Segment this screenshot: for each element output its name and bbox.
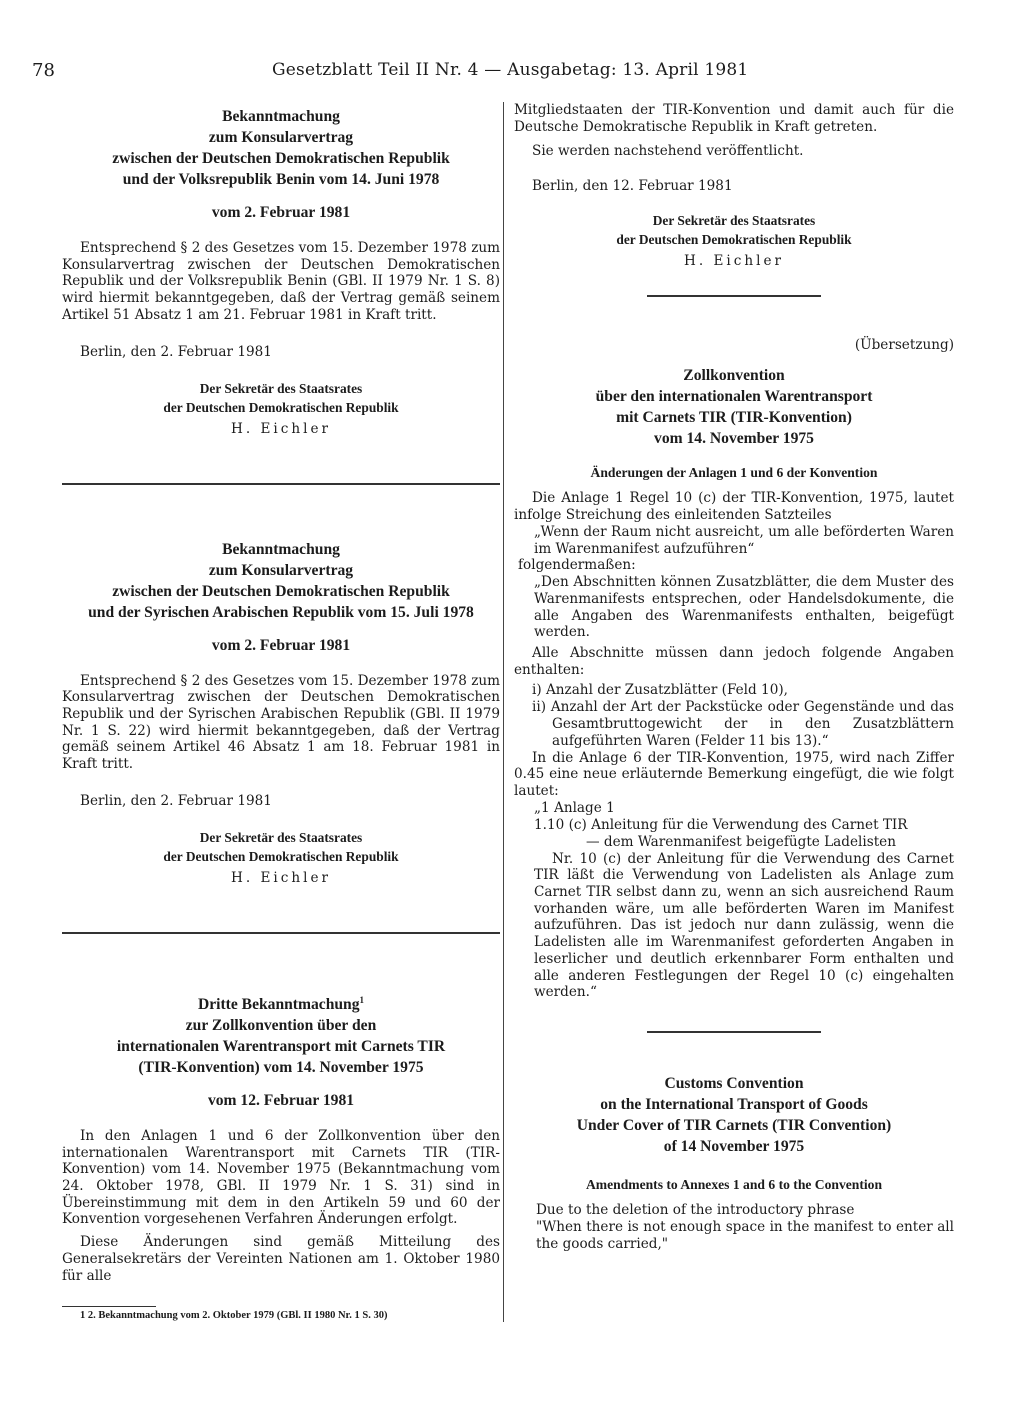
announcement-date: vom 12. Februar 1981 [207, 1091, 355, 1109]
heading-line: Bekanntmachung [222, 540, 340, 558]
heading-line: mit Carnets TIR (TIR-Konvention) [616, 409, 852, 427]
body-text: In die Anlage 6 der TIR-Konvention, 1975, wird nach Ziffer 0.45 eine neue erläuternde Bemerkung eingefügt, die wie folgt lautet: [514, 749, 954, 799]
heading-line: zur Zollkonvention über den [185, 1016, 377, 1034]
page-header [0, 60, 1024, 84]
announcement-body: In den Anlagen 1 und 6 der Zollkonvention über den internationalen Warentransport mit Carnets TIR (TIR-Konvention) vom 14. November 1975 (Bekanntmachung vom 24. Oktober 1978, GBl. II 1979 Nr. 1 S. 31) sind in Übereinstimmung mit dem in den Artikeln 59 und 60 der Konvention vorgesehenen Verfahren Änderungen erfolgt. [62, 1127, 500, 1228]
footnote-rule [62, 1306, 156, 1307]
signer-name: H. Eichler [683, 253, 785, 270]
page-number: 78 [32, 60, 55, 81]
heading-line: on the International Transport of Goods [600, 1095, 868, 1113]
announcement-body: Diese Änderungen sind gemäß Mitteilung des Generalsekretärs der Vereinten Nationen am 1. Oktober 1980 für alle [62, 1234, 500, 1284]
signature-title: der Deutschen Demokratischen Republik [163, 848, 399, 864]
heading-line: über den internationalen Warentransport [595, 388, 873, 406]
quote: Nr. 10 (c) der Anleitung für die Verwendung des Carnet TIR läßt die Verwendung von Ladelisten als Anlage zum Carnet TIR selbst dann zu, wenn an sich ausreichend Raum vorhanden wäre, um alle beförderten Waren im Manifest aufzuführen. Das ist jedoch nur dann zulässig, wenn die Ladelisten alle im Warenmanifest geforderten Angaben in leserlicher und deutlich erkennbarer Form enthalten und alle anderen Festlegungen der Regel 10 (c) eingehalten werden.“ [534, 850, 954, 1001]
announcement-body: Entsprechend § 2 des Gesetzes vom 15. Dezember 1978 zum Konsularvertrag zwischen der Deutschen Demokratischen Republik und der Syrischen Arabischen Republik (GBl. II 1979 Nr. 1 S. 22) wird hiermit bekanntgegeben, daß der Vertrag gemäß seinem Artikel 46 Absatz 1 am 18. Februar 1981 in Kraft tritt. [62, 672, 500, 773]
heading-line: zum Konsularvertrag [208, 129, 354, 146]
body-text: Alle Abschnitte müssen dann jedoch folgende Angaben enthalten: [514, 645, 954, 678]
announcement-benin [62, 102, 500, 437]
quote: — dem Warenmanifest beigefügte Ladelisten [586, 833, 896, 850]
heading-line: of 14 November 1975 [663, 1137, 805, 1155]
announcement-body: Entsprechend § 2 des Gesetzes vom 15. Dezember 1978 zum Konsularvertrag zwischen der Deutschen Demokratischen Republik und der Volksrepublik Benin (GBl. II 1979 Nr. 1 S. 8) wird hiermit bekanntgegeben, daß der Vertrag gemäß seinem Artikel 51 Absatz 1 am 21. Februar 1981 in Kraft tritt. [62, 240, 500, 323]
announcement-syria [62, 539, 500, 886]
body-text: folgendermaßen: [518, 557, 636, 574]
place-date: Berlin, den 2. Februar 1981 [80, 792, 272, 809]
heading-line: zum Konsularvertrag [208, 561, 354, 579]
heading-line: Customs Convention [664, 1074, 804, 1092]
right-column [514, 102, 954, 1252]
heading-line: zwischen der Deutschen Demokratischen Republik [112, 150, 450, 167]
heading-line: und der Volksrepublik Benin vom 14. Juni 1978 [122, 171, 440, 188]
translation-note: (Übersetzung) [854, 337, 954, 354]
quote: „1 Anlage 1 [534, 799, 615, 816]
heading-line: (TIR-Konvention) vom 14. November 1975 [138, 1058, 424, 1076]
quote: 1.10 (c) Anleitung für die Verwendung des Carnet TIR [534, 816, 908, 833]
signer-name: H. Eichler [230, 869, 332, 886]
list-item: ii) Anzahl der Art der Packstücke oder Gegenstände und das Gesamtbruttogewicht der in den Zusatzblättern aufgeführten Waren (Felder 11 bis 13).“ [532, 699, 954, 749]
footnote: 1 2. Bekanntmachung vom 2. Oktober 1979 (GBl. II 1980 Nr. 1 S. 30) [80, 1310, 388, 1321]
heading-line: Bekanntmachung [222, 108, 340, 125]
signature-title: der Deutschen Demokratischen Republik [616, 232, 852, 248]
quote: "When there is not enough space in the manifest to enter all the goods carried," [536, 1218, 954, 1252]
quote: „Den Abschnitten können Zusatzblätter, die dem Muster des Warenmanifests entsprechen, oder Handelsdokumente, die alle Angaben des Warenmanifests enthalten, beigefügt werden. [534, 574, 954, 641]
heading-line: Under Cover of TIR Carnets (TIR Convention) [576, 1116, 892, 1134]
body-text: Die Anlage 1 Regel 10 (c) der TIR-Konvention, 1975, lautet infolge Streichung des einleitenden Satzteiles [514, 490, 954, 524]
heading-line: vom 14. November 1975 [654, 430, 814, 448]
heading-line: zwischen der Deutschen Demokratischen Republik [112, 582, 450, 600]
signature-title: der Deutschen Demokratischen Republik [163, 399, 399, 415]
place-date: Berlin, den 12. Februar 1981 [532, 178, 733, 195]
announcement-tir [62, 990, 500, 1285]
subheading: Änderungen der Anlagen 1 und 6 der Konvention [590, 465, 878, 481]
signature-title: Der Sekretär des Staatsrates [652, 213, 816, 229]
announcement-date: vom 2. Februar 1981 [211, 204, 351, 221]
column-divider [503, 102, 504, 1322]
footnote-mark: 1 [359, 994, 365, 1005]
list-item: i) Anzahl der Zusatzblätter (Feld 10), [532, 682, 788, 699]
signature-title: Der Sekretär des Staatsrates [199, 380, 363, 396]
subheading: Amendments to Annexes 1 and 6 to the Convention [585, 1176, 883, 1192]
running-title: Gesetzblatt Teil II Nr. 4 — Ausgabetag: 13. April 1981 [272, 60, 749, 80]
heading-line: Zollkonvention [683, 367, 785, 385]
heading-line: internationalen Warentransport mit Carnets TIR [116, 1037, 446, 1055]
quote: „Wenn der Raum nicht ausreicht, um alle beförderten Waren im Warenmanifest aufzuführen“ [534, 523, 954, 557]
left-column [62, 102, 500, 1284]
signer-name: H. Eichler [230, 420, 332, 437]
place-date: Berlin, den 2. Februar 1981 [80, 343, 272, 360]
heading-line: und der Syrischen Arabischen Republik vom 15. Juli 1978 [88, 603, 474, 621]
body-text: Due to the deletion of the introductory phrase [536, 1201, 855, 1218]
publish-note: Sie werden nachstehend veröffentlicht. [532, 143, 804, 160]
signature-title: Der Sekretär des Staatsrates [199, 829, 363, 845]
continued-text: Mitgliedstaaten der TIR-Konvention und damit auch für die Deutsche Demokratische Republik in Kraft getreten. [514, 102, 954, 135]
heading-line: Dritte Bekanntmachung$^1$ [197, 994, 365, 1013]
announcement-date: vom 2. Februar 1981 [211, 636, 351, 654]
